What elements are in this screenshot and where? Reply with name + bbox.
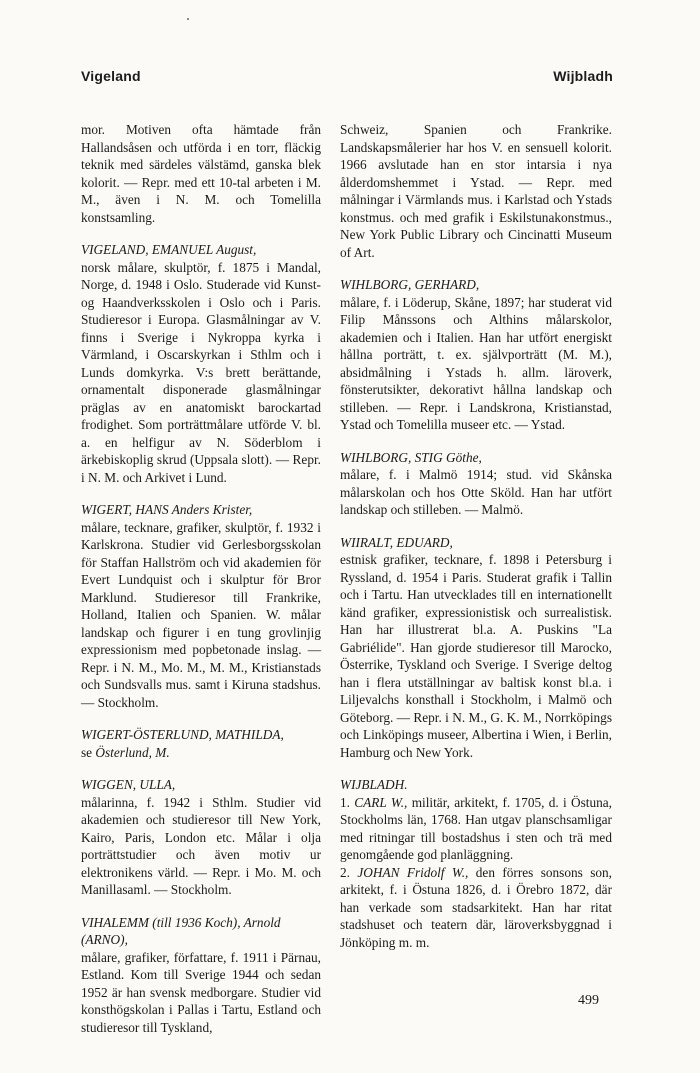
- entry-body: målare, tecknare, grafiker, skulptör, f. 1932 i Karlskrona. Studier vid Gerlesborgsskolan för Staffan Hallström och vid akademien för Evert Lundquist och i skulptur för Bror Marklund. Studieresor till Frankrike, Holland, Italien och Spanien. W. målar landskap och figurer i en tung grovlinjig expressionism med popbetonade inslag. — Repr. i N. M., Mo. M., M. M., Kristianstads och Sundsvalls mus. samt i Kiruna stadshus. — Stockholm.: [81, 519, 321, 710]
- entry-wigert-osterlund: [81, 726, 321, 761]
- running-head-right: Wijbladh: [553, 68, 613, 84]
- entry-wijbladh: [340, 776, 612, 951]
- entry-body: målare, grafiker, författare, f. 1911 i Pärnau, Estland. Kom till Sverige 1944 och sedan 1952 är han svensk medborgare. Studier vid konsthögskolan i Pallas i Tartu, Estland och studieresor till Tyskland,: [81, 949, 321, 1035]
- subentry-number: 2.: [340, 864, 350, 880]
- entry-body: estnisk grafiker, tecknare, f. 1898 i Petersburg i Ryssland, d. 1954 i Paris. Studerat grafik i Tallin och i Tartu. Han utvecklades till en internationellt känd grafiker, expressionistisk och surrealistisk. Han har illustrerat bl.a. A. Puskins "La Gabriélide". Han gjorde studieresor till Marocko, Österrike, Tyskland och Sverige. I Sverige deltog han i flera utställningar av baltisk konst bl.a. i Liljevalchs konsthall i Stockholm, i Malmö och Göteborg. — Repr. i N. M., G. K. M., Norrköpings och Linköpings museer, Albertina i Wien, i Berlin, Hamburg och New York.: [340, 552, 612, 760]
- entry-wihlborg-gerhard: [340, 276, 612, 434]
- entry-wihlborg-stig: [340, 449, 612, 519]
- entry-headword: WIHLBORG, STIG Göthe,: [340, 449, 482, 465]
- entry-vihalemm: [81, 914, 321, 1037]
- entry-headword: WIGGEN, ULLA,: [81, 777, 176, 792]
- continuation-text: Schweiz, Spanien och Frankrike. Landskapsmålerier har hos V. en sensuell kolorit. 1966 avslutade han en stor intarsia i nya ålderdomshemmet i Ystad. — Repr. med målningar i Värmlands mus. i Karlstad och Ystads konstmus. och med grafik i Eskilstunakonstmus., New York Public Library och Cincinatti Museum of Art.: [340, 122, 612, 260]
- entry-wiggen: [81, 776, 321, 899]
- entry-headword: WIGERT-ÖSTERLUND, MATHILDA,: [81, 727, 284, 742]
- entry-headword: WIHLBORG, GERHARD,: [340, 277, 480, 292]
- entry-headword: VIHALEMM (till 1936 Koch), Arnold (ARNO),: [81, 914, 281, 947]
- subentry-body: militär, arkitekt, f. 1705, d. i Östuna, Stockholms län, 1768. Han utgav planschsamligar med ritningar till bostadshus i sten och trä med genomgående god planläggning.: [340, 794, 612, 862]
- subentry-name: JOHAN Fridolf W.,: [357, 864, 469, 880]
- cross-ref-target: Österlund, M.: [95, 744, 170, 760]
- right-column: [340, 121, 612, 966]
- subentry-name: CARL W.,: [354, 794, 408, 810]
- entry-body: norsk målare, skulptör, f. 1875 i Mandal, Norge, d. 1948 i Oslo. Studerade vid Kunst- og Haandverksskolen i Oslo och i Paris. Studieresor i Europa. Glasmålningar av V. finns i Sverige i Nykroppa kyrka i Värmland, i Oscarskyrkan i Sthlm och i Lunds domkyrka. V:s brett berättande, ornamentalt disponerade glasmålningar präglas av en anatomiskt barockartad frodighet. Som porträttmålare utförde V. bl. a. en helfigur av N. Söderblom i ärkebiskoplig skrud (Uppsala slott). — Repr. i N. M. och Arkivet i Lund.: [81, 259, 321, 485]
- entry-headword: VIGELAND, EMANUEL August,: [81, 242, 257, 257]
- entry-body: målare, f. i Malmö 1914; stud. vid Skånska målarskolan och hos Otte Sköld. Han har utfört landskap och stilleben. — Malmö.: [340, 467, 612, 517]
- entry-body: målarinna, f. 1942 i Sthlm. Studier vid akademien och studieresor till New York, Kairo, Paris, London etc. Målar i olja porträttstudier och även motiv ur elektronikens värld. — Repr. i Mo. M. och Manillasaml. — Stockholm.: [81, 794, 321, 897]
- cross-ref-prefix: se: [81, 744, 96, 760]
- continuation-text: mor. Motiven ofta hämtade från Hallandsåsen och utförda i en torr, fläckig teknik med särdeles välstämd, ganska blek kolorit. — Repr. med ett 10-tal arbeten i M. M., även i N. M. och Tomelilla konstsamling.: [81, 122, 321, 225]
- entry-wigert: [81, 501, 321, 711]
- entry-vigeland: [81, 241, 321, 486]
- entry-headword: WIJBLADH.: [340, 777, 408, 792]
- entry-wiiralt: [340, 534, 612, 762]
- left-column: [81, 121, 321, 1051]
- speck: [187, 18, 189, 20]
- entry-headword: WIGERT, HANS Anders Krister,: [81, 502, 253, 517]
- entry-headword: WIIRALT, EDUARD,: [340, 534, 453, 550]
- subentry-number: 1.: [340, 794, 350, 810]
- entry-body: målare, f. i Löderup, Skåne, 1897; har studerat vid Filip Månssons och Althins målarskolor, akademien och i Italien. Han har utfört energiskt hållna porträtt, t. ex. självporträtt (M. M.), absidmålning i Ystads h. allm. läroverk, fönsterutsikter, dekorativt hållna landskap och stilleben. — Repr. i Landskrona, Kristianstad, Ystad och Tomelilla museer etc. — Ystad.: [340, 294, 612, 432]
- subentry-body: den förres sonsons son, arkitekt, f. i Östuna 1826, d. i Örebro 1872, där han verkade som stadsarkitekt. Han har ritat stadshuset och teatern där, läroverksbyggnad i Jönköping m. m.: [340, 864, 612, 950]
- page-number: 499: [578, 993, 599, 1008]
- subentry: [340, 864, 612, 952]
- entry-body: [81, 744, 321, 762]
- running-head-left: Vigeland: [81, 68, 141, 84]
- subentry: [340, 794, 612, 864]
